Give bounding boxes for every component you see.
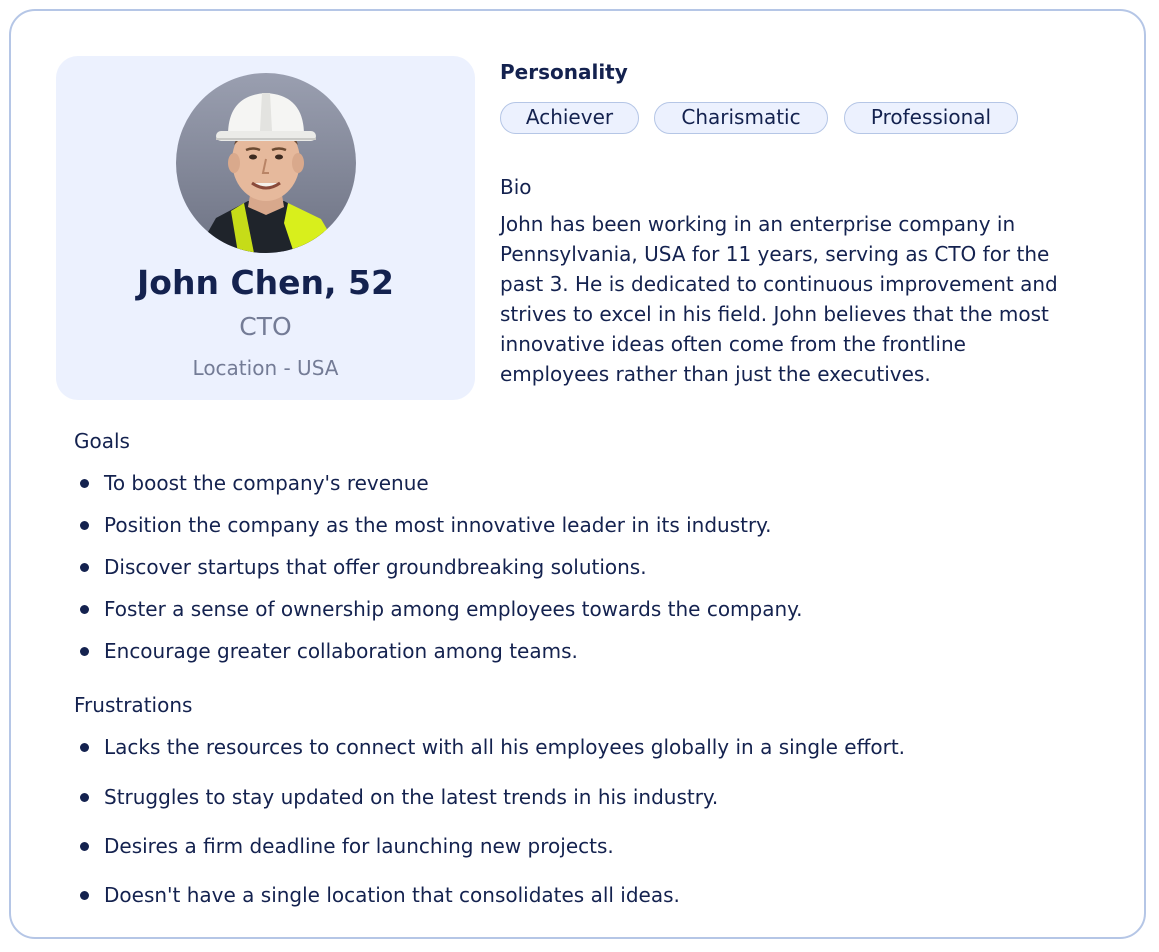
goal-text: Foster a sense of ownership among employees towards the company. bbox=[104, 597, 803, 621]
profile-panel bbox=[56, 56, 475, 400]
goal-text: To boost the company's revenue bbox=[104, 471, 429, 495]
bullet-icon bbox=[80, 891, 89, 900]
goals-heading: Goals bbox=[74, 429, 130, 453]
bullet-icon bbox=[80, 521, 89, 530]
profile-name: John Chen, 52 bbox=[137, 263, 394, 302]
bullet-icon bbox=[80, 743, 89, 752]
frustration-text: Desires a firm deadline for launching new projects. bbox=[104, 834, 614, 858]
frustrations-heading: Frustrations bbox=[74, 693, 193, 717]
bio-line: past 3. He is dedicated to continuous improvement and bbox=[500, 272, 1058, 296]
frustration-text: Lacks the resources to connect with all his employees globally in a single effort. bbox=[104, 735, 906, 759]
frustration-text: Doesn't have a single location that consolidates all ideas. bbox=[104, 883, 680, 907]
bio-line: employees rather than just the executives. bbox=[500, 362, 931, 386]
bullet-icon bbox=[80, 479, 89, 488]
personality-tag: Achiever bbox=[500, 102, 639, 134]
goal-text: Position the company as the most innovative leader in its industry. bbox=[104, 513, 772, 537]
goal-text: Encourage greater collaboration among teams. bbox=[104, 639, 578, 663]
personality-heading: Personality bbox=[500, 60, 628, 84]
bio-text bbox=[500, 209, 1120, 389]
bullet-icon bbox=[80, 647, 89, 656]
personality-tag: Professional bbox=[844, 102, 1018, 134]
bio-line: innovative ideas often come from the frontline bbox=[500, 332, 966, 356]
bio-line: Pennsylvania, USA for 11 years, serving as CTO for the bbox=[500, 242, 1050, 266]
avatar-photo bbox=[176, 73, 356, 253]
profile-location: Location - USA bbox=[192, 356, 339, 380]
bio-heading: Bio bbox=[500, 175, 532, 199]
bullet-icon bbox=[80, 793, 89, 802]
bio-line: John has been working in an enterprise company in bbox=[500, 212, 1016, 236]
bullet-icon bbox=[80, 563, 89, 572]
goal-text: Discover startups that offer groundbreaking solutions. bbox=[104, 555, 647, 579]
avatar bbox=[176, 73, 356, 253]
frustration-text: Struggles to stay updated on the latest trends in his industry. bbox=[104, 785, 719, 809]
bio-line: strives to excel in his field. John believes that the most bbox=[500, 302, 1049, 326]
personality-tag: Charismatic bbox=[654, 102, 828, 134]
bullet-icon bbox=[80, 605, 89, 614]
profile-role: CTO bbox=[239, 312, 292, 341]
bullet-icon bbox=[80, 842, 89, 851]
